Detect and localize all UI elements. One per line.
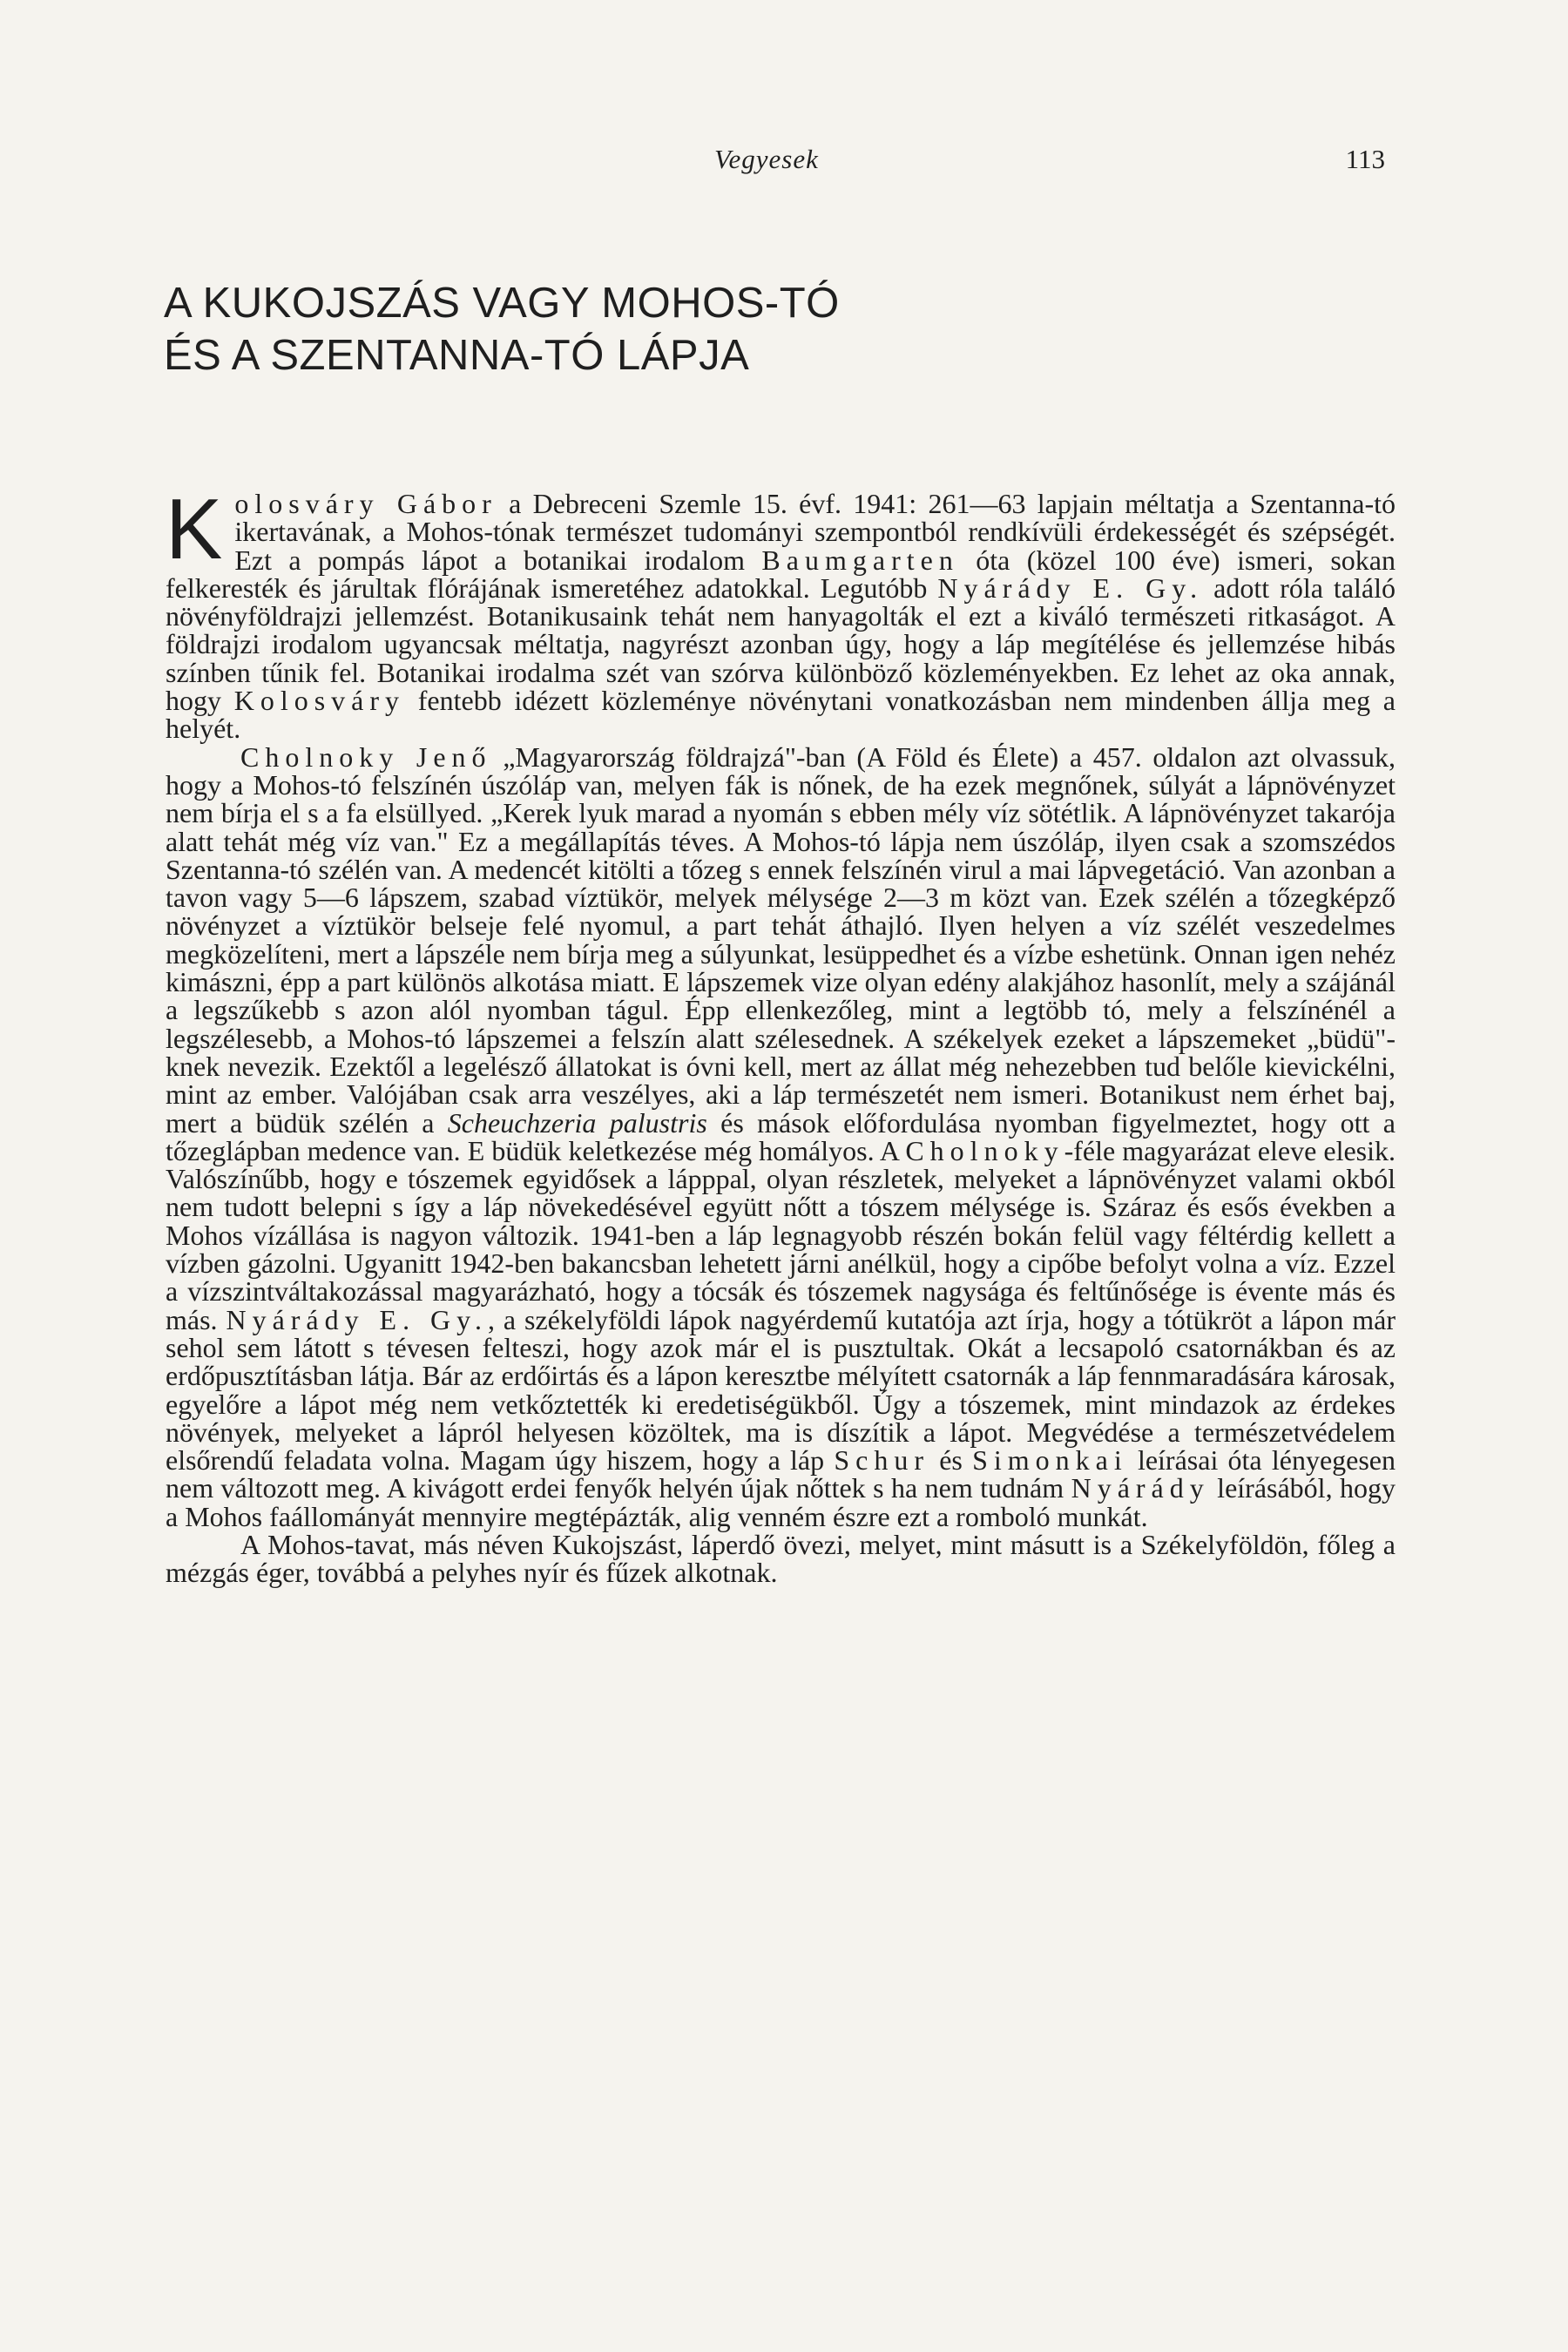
text-run: , a székelyföldi lápok nagyérdemű kutatója azt írja, hogy a tótükröt a lápon már sehol sem látott s tévesen felteszi, hogy azok már el is pusztultak. Okát a lecsapoló csatornákban és az erdőpusztításban látja. Bár az erdőirtás és a lápon keresztbe mélyített csatornák a láp fennmaradására károsak, egyelőre a lápot még nem vetkőztették ki eredetiségükből. Úgy a tószemek, mint mindazok az érdekes növények, melyeket a lápról helyesen közöltek, ma is díszítik a lápot. Megvédése a természetvédelem elsőrendű feladata volna. Magam úgy hiszem, hogy a láp (166, 1303, 1396, 1477)
paragraph-3 (166, 1528, 1396, 1589)
spaced-name: Cholnoky (905, 1134, 1064, 1166)
text-run: fentebb idézett közleménye növénytani vonatkozásban nem mindenben állja meg a helyét. (166, 685, 1396, 745)
section-name: Vegyesek (714, 144, 819, 174)
text-run: -féle magyarázat eleve elesik. Valószínűbb, hogy e tószemek egyidősek a lápppal, olyan részletek, melyeket a lápnövényzet valami okból nem tudott belepni s így a láp növekedésével együtt nőtt a tószem mélysége is. Száraz és esős években a Mohos vízállása is nagyon változik. 1941-ben a láp legnagyobb részén bokán felül vagy féltérdig kellett a vízben gázolni. Ugyanitt 1942-ben bakancsban lehetett járni anélkül, hogy a cipőbe befolyt volna a víz. Ezzel a vízszintváltakozással magyarázható, hogy a tócsák és tószemek nagysága és feltűnősége is évente más és más. (166, 1134, 1396, 1335)
spaced-name: Kolosváry (233, 685, 406, 717)
text-run: A Mohos-tavat, más néven Kukojszást, láperdő övezi, melyet, mint másutt is a Székelyföldön, főleg a mézgás éger, továbbá a pelyhes nyír és fűzek alkotnak. (166, 1528, 1396, 1589)
spaced-name: Schur (834, 1444, 929, 1477)
spaced-name: Nyárády (1071, 1472, 1210, 1504)
article-body (166, 481, 1396, 1589)
drop-cap: K (166, 481, 223, 577)
text-run: leírásából, hogy a Mohos faállományát mennyire megtépázták, alig venném észre ezt a romboló munkát. (166, 1472, 1396, 1532)
spaced-name: olosváry Gábor (234, 488, 497, 519)
text-run: és (929, 1444, 973, 1477)
text-run: „Magyarország földrajzá"-ban (A Föld és Élete) a 457. oldalon azt olvassuk, hogy a Mohos-tó felszínén úszóláp van, melyen fák is nőnek, de ha ezek megnőnek, súlyát a lápnövényzet nem bírja el s a fa elsüllyed. „Kerek lyuk marad a nyomán s ebben mély víz sötétlik. A lápnövényzet takarója alatt tehát még víz van." Ez a megállapítás téves. A Mohos-tó lápja nem úszóláp, ilyen csak a szomszédos Szentanna-tó szélén van. A medencét kitölti a tőzeg s ennek felszínén virul a mai lápvegetáció. Van azonban a tavon vagy 5—6 lápszem, szabad víztükör, melyek mélysége 2—3 m közt van. Ezek szélén a tőzegképző növényzet a víztükör belseje felé nyomul, a part tehát áthajló. Ilyen helyen a víz szélét veszedelmes megközelíteni, mert a lápszéle nem bírja meg a súlyunkat, lesüppedhet és a vízbe eshetünk. Onnan igen nehéz kimászni, épp a part különös alkotása miatt. E lápszemek vize olyan edény alakjához hasonlít, mely a szájánál a legszűkebb s azon alól nyomban tágul. Épp ellenkezőleg, mint a legtöbb tó, mely a felszínénél a legszélesebb, a Mohos-tó lápszemei a felszín alatt szélesednek. A székelyek ezeket a lápszemeket „büdü"-knek nevezik. Ezektől a legelésző állatokat is óvni kell, mert az állat még nehezebben tud belőle kievickélni, mint az ember. Valójában csak arra veszélyes, aki a láp természetét nem ismeri. Botanikust nem érhet baj, mert a büdük szélén a (166, 740, 1396, 1139)
spaced-name: Baumgarten (761, 544, 959, 576)
article-title-line-2: ÉS A SZENTANNA-TÓ LÁPJA (164, 332, 750, 379)
article-title (164, 277, 1122, 382)
page-number: 113 (1345, 144, 1385, 174)
spaced-name: Cholnoky Jenő (240, 740, 492, 773)
running-head (166, 144, 1385, 180)
spaced-name: Nyárády E. Gy. (226, 1303, 488, 1335)
paragraph-2 (166, 740, 1396, 1532)
text-run: és mások előfordulása nyomban figyelmeztet, hogy ott a tőzeglápban medence van. E büdük keletkezése még homályos. A (166, 1106, 1396, 1166)
article-title-line-1: A KUKOJSZÁS VAGY MOHOS-TÓ (164, 280, 840, 327)
spaced-name: Simonkai (972, 1444, 1128, 1477)
paragraph-1 (166, 481, 1396, 745)
paragraph-2-text (166, 741, 1396, 1532)
text-run: óta (közel 100 éve) ismeri, sokan felkeresték és járultak flórájának ismeretéhez adatokkal. Legutóbb (166, 544, 1396, 604)
spaced-name: Nyárády E. Gy. (937, 571, 1204, 604)
text-run: a Debreceni Szemle 15. évf. 1941: 261—63 lapjain méltatja a Szentanna-tó ikertavának, a Mohos-tónak természet tudományi szempontból rendkívüli érdekességét és szépségét. Ezt a pompás lápot a botanikai irodalom (234, 488, 1396, 576)
italic-species-name: Scheuchzeria palustris (447, 1106, 707, 1139)
paragraph-1-text (166, 481, 1396, 745)
text-run: leírásai óta lényegesen nem változott meg. A kivágott erdei fenyők helyén újak nőttek s ha nem tudnám (166, 1444, 1396, 1504)
paragraph-3-text (166, 1529, 1396, 1588)
text-run: adott róla találó növényföldrajzi jellemzést. Botanikusaink tehát nem hanyagolták el ezt a kiváló természeti ritkaságot. A földrajzi irodalom ugyancsak méltatja, nagyrészt azonban úgy, hogy a láp megítélése és jellemzése hibás színben tűnik fel. Botanikai irodalma szét van szórva különböző közleményekben. Ez lehet az oka annak, hogy (166, 571, 1396, 717)
